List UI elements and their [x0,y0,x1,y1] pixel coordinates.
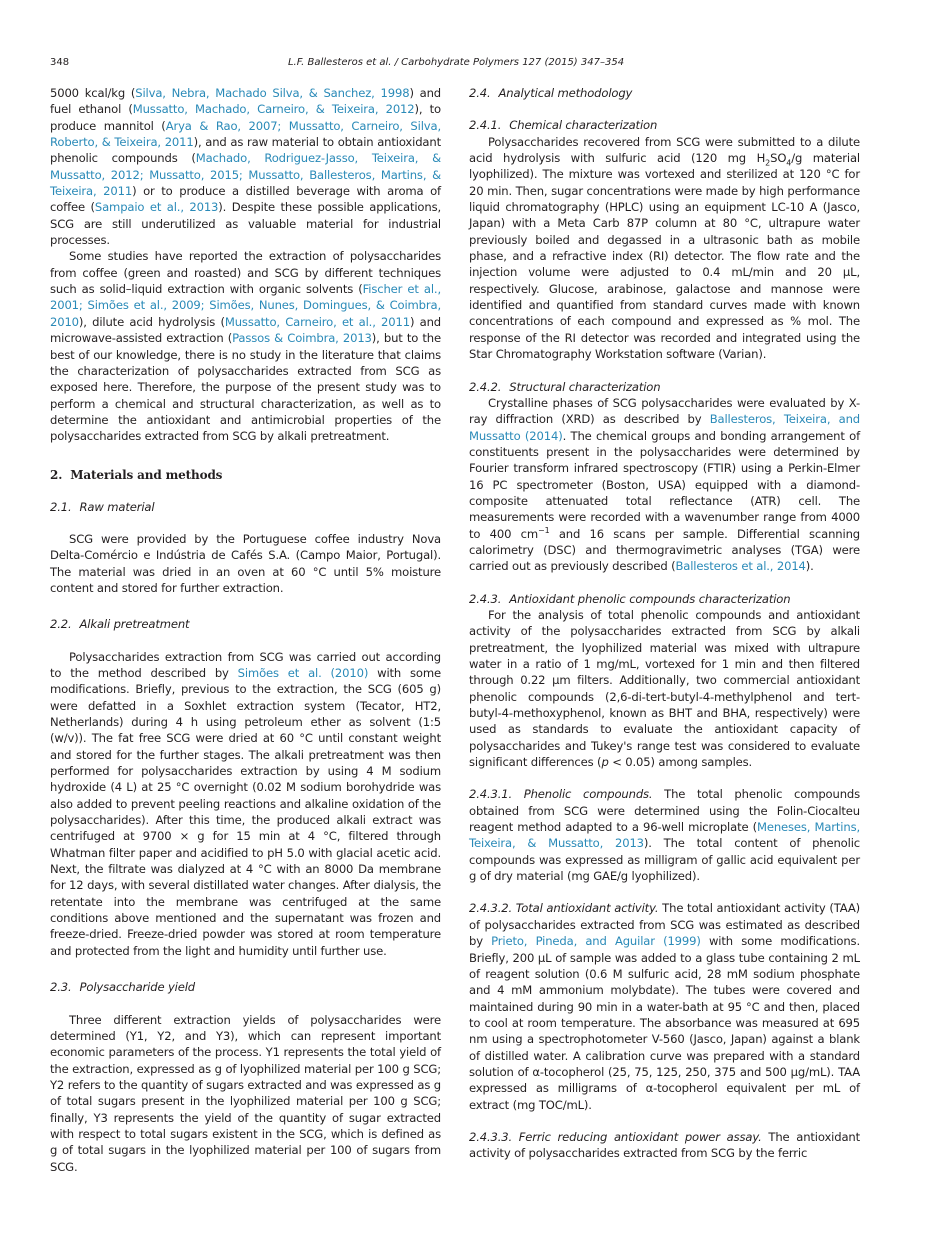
citation-link[interactable]: Mussatto, Carneiro, et al., 2011 [224,314,410,329]
subsubsection-heading-structural-characterization: 2.4.2. Structural characterization [469,379,661,394]
section-heading-materials-methods: 2. Materials and methods [50,467,223,482]
run-in-heading: 2.4.3.3. Ferric reducing antioxidant power assay. [469,1129,762,1144]
paragraph-structural-characterization: Crystalline phases of SCG polysaccharides were evaluated by X-ray diffraction (XRD) as described by Ballesteros, Teixeira, and Mussatto (2014). The chemical groups and bonding arrangement of constituents present in the polysaccharides were determined by Fourier transform infrared spectroscopy (FTIR) using a Perkin-Elmer 16 PC spectrometer (Boston, USA) equipped with a diamond-composite attenuated total reflectance (ATR) cell. The measurements were recorded with a wavenumber range from 4000 to 400 $cm^{-1}$ and 16 scans per sample. Differential scanning calorimetry (DSC) and thermogravimetric analyses (TGA) were carried out as previously described (Ballesteros et al., 2014). [469,395,860,574]
paragraph-chemical-characterization: Polysaccharides recovered from SCG were submitted to a dilute acid hydrolysis with sulfuric acid (120 mg $H_2SO_4/g$ material lyophilized). The mixture was vortexed and sterilized at 120 °C for 20 min. Then, sugar concentrations were made by high performance liquid chromatography (HPLC) using an equipment LC-10 A (Jasco, Japan) with a Meta Carb 87P column at 80 °C, ultrapure water previously boiled and degassed in a ultrasonic bath as mobile phase, and a refractive index (RI) detector. The flow rate and the injection volume were adjusted to 0.4 mL/min and 20 µL, respectively. Glucose, arabinose, galactose and mannose were identified and quantified from standard curves made with known concentrations of each compound and expressed as % mol. The response of the RI detector was recorded and integrated using the Star Chromatography Workstation software (Varian). [469,134,860,362]
citation-link[interactable]: Prieto, Pineda, and Aguilar (1999) [491,934,701,949]
subsection-heading-polysaccharide-yield: 2.3. Polysaccharide yield [50,980,196,995]
right-column [469,85,860,1162]
citation-link[interactable]: Mussatto, Machado, Carneiro, & Teixeira, 2012 [132,102,415,117]
paragraph-antioxidant-phenolic: For the analysis of total phenolic compounds and antioxidant activity of the polysaccharides extracted from SCG by alkali pretreatment, the lyophilized material was mixed with ultrapure water in a ratio of 1 mg/mL, vortexed for 1 min and then filtered through 0.22 µm filters. Additionally, two commercial antioxidant phenolic compounds (2,6-di-tert-butyl-4-methylphenol and tert-butyl-4-methoxyphenol, known as BHT and BHA, respectively) were used as standards to evaluate the antioxidant capacity of polysaccharides and Tukey's range test was considered to evaluate significant differences (p < 0.05) among samples. [469,607,860,770]
run-in-heading: 2.4.3.1. Phenolic compounds. [469,787,653,802]
left-column [50,85,441,1175]
paragraph-total-antioxidant-activity: 2.4.3.2. Total antioxidant activity. The total antioxidant activity (TAA) of polysaccharides extracted from SCG was estimated as described by Prieto, Pineda, and Aguilar (1999) with some modifications. Briefly, 200 µL of sample was added to a glass tube containing 2 mL of reagent solution (0.6 M sulfuric acid, 28 mM sodium phosphate and 4 mM ammonium molybdate). The tubes were covered and maintained during 90 min in a water-bath at 95 °C and then, placed to cool at room temperature. The absorbance was measured at 695 nm using a spectrophotometer V-560 (Jasco, Japan) against a blank of distilled water. A calibration curve was prepared with a standard solution of α-tocopherol (25, 75, 125, 250, 375 and 500 µg/mL). TAA expressed as milligrams of α-tocopherol equivalent per mL of extract (mg TOC/mL). [469,901,860,1112]
subsection-heading-alkali-pretreatment: 2.2. Alkali pretreatment [50,617,190,632]
paragraph-raw-material: SCG were provided by the Portuguese coffee industry Nova Delta-Comércio e Indústria de Cafés S.A. (Campo Maior, Portugal). The material was dried in an oven at 60 °C until 5% moisture content and stored for further extraction. [50,531,441,595]
paragraph-ferric-reducing: 2.4.3.3. Ferric reducing antioxidant power assay. The antioxidant activity of polysaccharides extracted from SCG by the ferric [469,1129,860,1161]
page-number: 348 [50,57,70,68]
subsection-heading-analytical-methodology: 2.4. Analytical methodology [469,86,633,100]
run-in-heading: 2.4.3.2. Total antioxidant activity. [469,901,659,916]
paragraph-intro-continued: 5000 kcal/kg (Silva, Nebra, Machado Silva, & Sanchez, 1998) and fuel ethanol (Mussatto, Machado, Carneiro, & Teixeira, 2012), to produce mannitol (Arya & Rao, 2007; Mussatto, Carneiro, Silva, Roberto, & Teixeira, 2011), and as raw material to obtain antioxidant phenolic compounds (Machado, Rodriguez-Jasso, Teixeira, & Mussatto, 2012; Mussatto, 2015; Mussatto, Ballesteros, Martins, & Teixeira, 2011) or to produce a distilled beverage with aroma of coffee (Sampaio et al., 2013). Despite these possible applications, SCG are still underutilized as valuable material for industrial processes. [50,86,442,248]
citation-link[interactable]: Ballesteros et al., 2014 [675,559,806,574]
paragraph-intro-purpose: Some studies have reported the extraction of polysaccharides from coffee (green and roasted) and SCG by different techniques such as solid–liquid extraction with organic solvents (Fischer et al., 2001; Simões et al., 2009; Simões, Nunes, Domingues, & Coimbra, 2010), dilute acid hydrolysis (Mussatto, Carneiro, et al., 2011) and microwave-assisted extraction (Passos & Coimbra, 2013), but to the best of our knowledge, there is no study in the literature that claims the characterization of polysaccharides extracted from SCG as exposed here. Therefore, the purpose of the present study was to perform a chemical and structural characterization, as well as to determine the antioxidant and antimicrobial properties of the polysaccharides extracted from SCG by alkali pretreatment. [50,249,441,444]
citation-link[interactable]: Machado, Rodriguez-Jasso, Teixeira, & Mussatto, 2012; Mussatto, 2015; Mussatto, Ballesteros, Martins, & Teixeira, 2011 [50,151,441,199]
running-head [50,56,862,70]
subsubsection-heading-chemical-characterization: 2.4.1. Chemical characterization [469,118,658,133]
citation-link[interactable]: Ballesteros, Teixeira, and Mussatto (2014) [469,412,860,443]
citation-link[interactable]: Arya & Rao, 2007; Mussatto, Carneiro, Silva, Roberto, & Teixeira, 2011 [50,118,441,150]
citation-link[interactable]: Silva, Nebra, Machado Silva, & Sanchez, 1998 [135,86,410,100]
subsubsection-heading-antioxidant-phenolic: 2.4.3. Antioxidant phenolic compounds characterization [469,591,791,606]
paragraph-alkali-pretreatment: Polysaccharides extraction from SCG was carried out according to the method described by Simões et al. (2010) with some modifications. Briefly, previous to the extraction, the SCG (605 g) were defatted in a Soxhlet extraction system (Tecator, HT2, Netherlands) during 4 h using petroleum ether as solvent (1:5 (w/v)). The fat free SCG were dried at 60 °C until constant weight and stored for the further stages. The alkali pretreatment was then performed for polysaccharides extraction by using 4 M sodium hydroxide (4 L) at 25 °C overnight (0.02 M sodium borohydride was also added to prevent peeling reactions and alkaline oxidation of the polysaccharides). After this time, the produced alkali extract was centrifuged at 9700 × g for 15 min at 4 °C, filtered through Whatman filter paper and acidified to pH 5.0 with glacial acetic acid. Next, the filtrate was dialyzed at 4 °C with an 8000 Da membrane for 12 days, with several distillated water changes. After dialysis, the retentate into the membrane was centrifuged at the same conditions above mentioned and the supernatant was frozen and freeze-dried. Freeze-dried powder was stored at room temperature and protected from the light and humidity until further use. [50,649,441,958]
journal-reference: L.F. Ballesteros et al. / Carbohydrate Polymers 127 (2015) 347–354 [287,57,625,68]
paragraph-phenolic-compounds: 2.4.3.1. Phenolic compounds. The total phenolic compounds obtained from SCG were determined using the Folin-Ciocalteu reagent method adapted to a 96-well microplate (Meneses, Martins, Teixeira, & Mussatto, 2013). The total content of phenolic compounds was expressed as milligram of gallic acid equivalent per g of dry material (mg GAE/g lyophilized). [469,787,860,884]
citation-link[interactable]: Meneses, Martins, Teixeira, & Mussatto, 2013 [469,820,860,851]
citation-link[interactable]: Fischer et al., 2001; Simões et al., 2009; Simões, Nunes, Domingues, & Coimbra, 2010 [50,282,441,329]
citation-link[interactable]: Passos & Coimbra, 2013 [232,331,372,346]
subsection-heading-raw-material: 2.1. Raw material [50,499,155,514]
paragraph-polysaccharide-yield: Three different extraction yields of polysaccharides were determined (Y1, Y2, and Y3), which can represent important economic parameters of the process. Y1 represents the total yield of the extraction, expressed as g of lyophilized material per 100 g SCG; Y2 refers to the quantity of sugars extracted and was expressed as g of total sugars present in the lyophilized material per 100 g SCG; finally, Y3 represents the yield of the quantity of sugar extracted with respect to total sugars existent in the SCG, which is defined as g of total sugars in the lyophilized material per 100 of sugars from SCG. [50,1012,441,1174]
citation-link[interactable]: Sampaio et al., 2013 [94,200,219,215]
citation-link[interactable]: Simões et al. (2010) [237,665,369,680]
